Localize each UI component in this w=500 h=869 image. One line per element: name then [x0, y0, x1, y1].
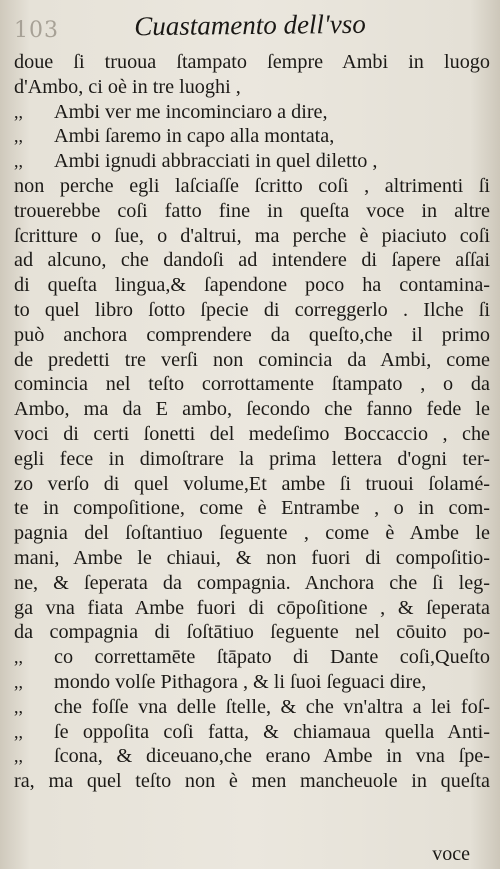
- line-text: doue ſi truoua ſtampato ſempre Ambi in luogo: [14, 51, 490, 73]
- text-line: [14, 199, 490, 224]
- line-text: de predetti tre verſi non comincia da Ambi, come: [14, 348, 490, 371]
- line-text: te in compoſitione, come è Entrambe , o in com-: [14, 497, 490, 520]
- text-line: [14, 298, 490, 323]
- line-text: ſe oppoſita coſi fatta, & chiamaua quella Anti-: [54, 720, 490, 743]
- line-text: Ambi ver me incominciaro a dire,: [54, 100, 328, 123]
- line-text: comincia nel teſto corrottamente ſtampato , o da: [14, 373, 490, 396]
- text-line: [14, 397, 490, 422]
- quotation-mark: ,,: [14, 126, 23, 147]
- text-line: [14, 149, 490, 174]
- text-line: [14, 769, 490, 794]
- line-text: voci di certi ſonetti del medeſimo Boccaccio , che: [14, 422, 490, 445]
- line-text: mondo volſe Pithagora , & li ſuoi ſeguaci dire,: [54, 670, 427, 693]
- text-line: [14, 75, 490, 100]
- line-text: mani, Ambe le chiaui, & non fuori di compoſitio-: [14, 546, 490, 569]
- line-text: da compagnia di ſoſtātiuo ſeguente nel cōuito po-: [14, 621, 490, 644]
- text-line: [14, 670, 490, 695]
- text-line: [14, 620, 490, 645]
- quotation-mark: ,,: [14, 671, 23, 692]
- catchword: voce: [432, 843, 470, 865]
- quotation-mark: ,,: [14, 721, 23, 742]
- line-text: ſcritture o ſue, o d'altrui, ma perche è piaciuto coſi: [14, 224, 490, 247]
- text-line: [14, 224, 490, 249]
- text-line: [14, 447, 490, 472]
- line-text: d'Ambo, ci oè in tre luoghi ,: [14, 75, 241, 98]
- line-text: può anchora comprendere da queſto,che il primo: [14, 323, 490, 346]
- line-text: ga vna fiata Ambe fuori di cōpoſitione , & ſeperata: [14, 596, 490, 619]
- line-text: ne, & ſeperata da compagnia. Anchora che ſi leg-: [14, 571, 490, 594]
- text-line: [14, 596, 490, 621]
- text-line: [14, 100, 490, 125]
- text-line: [14, 323, 490, 348]
- text-line: [14, 348, 490, 373]
- line-text: Ambo, ma da E ambo, ſecondo che fanno fede le: [14, 398, 490, 421]
- line-text: Ambi ſaremo in capo alla montata,: [54, 125, 335, 148]
- line-text: trouerebbe coſi fatto fine in queſta voce in altre: [14, 199, 490, 222]
- line-text: non perche egli laſciaſſe ſcritto coſi , altrimenti ſi: [14, 174, 490, 197]
- line-text: ſcona, & diceuano,che erano Ambe in vna ſpe-: [54, 745, 490, 768]
- text-line: [14, 50, 490, 75]
- text-line: [14, 645, 490, 670]
- text-line: [14, 496, 490, 521]
- text-line: [14, 521, 490, 546]
- page-body-text: [14, 50, 490, 794]
- line-text: che foſſe vna delle ſtelle, & che vn'altra a lei foſ-: [54, 695, 490, 718]
- line-text: ra, ma quel teſto non è men mancheuole in queſta: [14, 770, 490, 793]
- text-line: [14, 720, 490, 745]
- line-text: Ambi ignudi abbracciati in quel diletto ,: [54, 150, 378, 173]
- quotation-mark: ,,: [14, 746, 23, 767]
- text-line: [14, 571, 490, 596]
- line-text: to quel libro ſotto ſpecie di correggerlo . Ilche ſi: [14, 298, 490, 321]
- text-line: [14, 744, 490, 769]
- line-text: pagnia del ſoſtantiuo ſeguente , come è Ambe le: [14, 522, 490, 545]
- quotation-mark: ,,: [14, 647, 23, 668]
- text-line: [14, 422, 490, 447]
- text-line: [14, 472, 490, 497]
- running-head: Cuastamento dell'vso: [134, 8, 366, 42]
- line-text: egli fece in dimoſtrare la prima lettera d'ogni ter-: [14, 447, 490, 470]
- line-text: di queſta lingua,& ſapendone poco ha contamina-: [14, 274, 490, 297]
- quotation-mark: ,,: [14, 101, 23, 122]
- page-number: 103: [14, 18, 59, 43]
- line-text: co correttamēte ſtāpato di Dante coſi,Queſto: [54, 646, 490, 669]
- line-text: zo verſo di quel volume,Et ambe ſi truoui ſolamé-: [14, 472, 490, 495]
- text-line: [14, 124, 490, 149]
- quotation-mark: ,,: [14, 151, 23, 172]
- text-line: [14, 546, 490, 571]
- text-line: [14, 372, 490, 397]
- text-line: [14, 273, 490, 298]
- text-line: [14, 695, 490, 720]
- text-line: [14, 174, 490, 199]
- text-line: [14, 248, 490, 273]
- line-text: ad alcuno, che dandoſi ad intendere di ſapere aſſai: [14, 249, 490, 272]
- quotation-mark: ,,: [14, 696, 23, 717]
